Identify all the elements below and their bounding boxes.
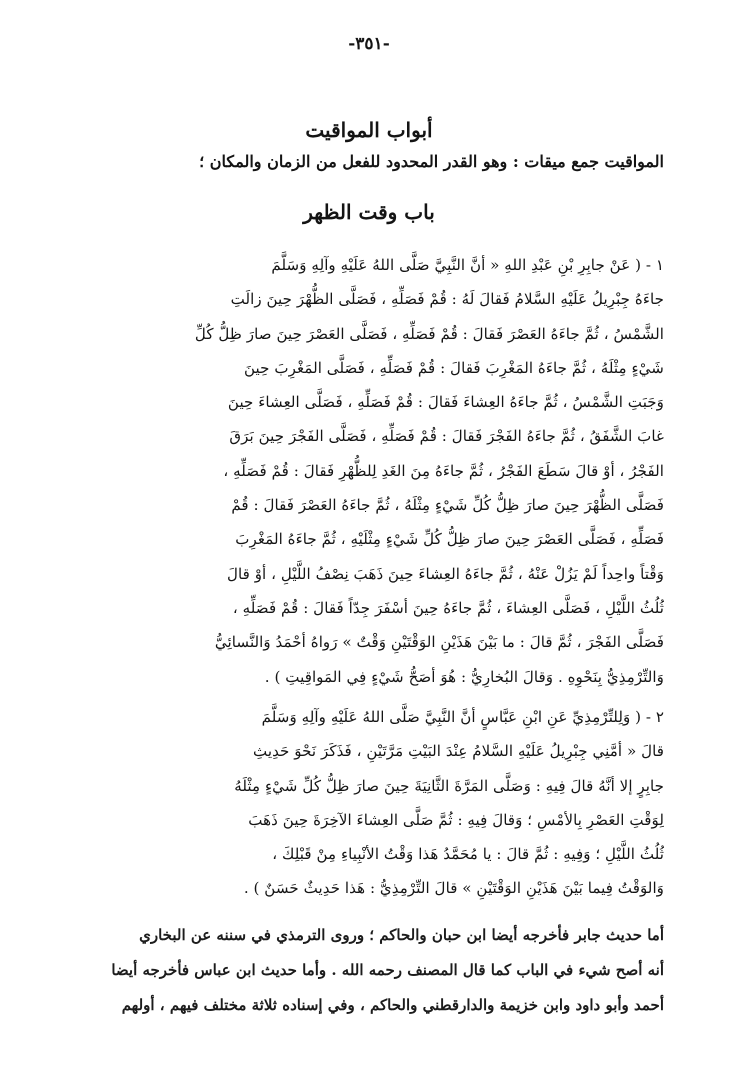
hadith-1-line: فَصَلَّى الظُّهْرَ حِينَ صارَ ظِلُّ كُلِّ شَيْءٍ مِثْلَهُ ، ثُمَّ جاءَهُ العَصْرَ فَقالَ : قُمْ (231, 496, 664, 515)
hadith-1-line: الشَّمْسُ ، ثُمَّ جاءَهُ العَصْرَ فَقالَ : قُمْ فَصَلِّهِ ، فَصَلَّى العَصْرَ حِينَ صارَ ظِلُّ كُلِّ (194, 324, 664, 343)
hadith-1-line: فَصَلِّهِ ، فَصَلَّى العَصْرَ حِينَ صارَ ظِلُّ كُلِّ شَيْءٍ مِثْلَيْهِ ، ثُمَّ جاءَهُ المَغْرِبَ (235, 530, 664, 549)
hadith-1 (98, 248, 664, 694)
hadith-2-line: لِوَقْتِ العَصْرِ بِالأمْسِ ؛ وَقالَ فِيهِ : ثُمَّ صَلَّى العِشاءَ الآخِرَةَ حِينَ ذَهَبَ (248, 810, 664, 829)
commentary-line: أما حديث جابر فأخرجه أيضا ابن حبان والحاكم ؛ وروى الترمذي في سننه عن البخاري (139, 926, 664, 944)
hadith-2-line: وَالوَقْتُ فِيما بَيْنَ هَذَيْنِ الوَقْتَيْنِ » قالَ التِّرْمِذِيُّ : هَذا حَدِيثٌ حَسَنٌ ) . (243, 879, 664, 898)
hadith-2 (98, 700, 664, 906)
hadith-1-line: جاءَهُ جِبْرِيلُ عَلَيْهِ السَّلامُ فَقالَ لَهُ : قُمْ فَصَلِّهِ ، فَصَلَّى الظُّهْرَ حِينَ زالَتِ (230, 290, 664, 309)
hadith-1-line: شَيْءٍ مِثْلَهُ ، ثُمَّ جاءَهُ المَغْرِبَ فَقالَ : قُمْ فَصَلِّهِ ، فَصَلَّى المَغْرِبَ حِينَ (243, 358, 664, 377)
hadith-1-line: ثُلُثُ اللَّيْلِ ، فَصَلَّى العِشاءَ ، ثُمَّ جاءَهُ حِينَ أسْفَرَ جِدّاً فَقالَ : قُمْ فَصَلِّهِ ، (232, 598, 664, 617)
page-number: -٣٥١- (348, 34, 390, 54)
definition-line: المواقيت جمع ميقات : وهو القدر المحدود للفعل من الزمان والمكان ؛ (199, 152, 664, 171)
chapter-title: أبواب المواقيت (305, 118, 433, 142)
hadith-2-line: جابِرٍ إلا أنَّهُ قالَ فِيهِ : وَصَلَّى المَرَّةَ الثَّانِيَةَ حِينَ صارَ ظِلُّ كُلِّ شَيْءٍ مِثْلَهُ (234, 776, 664, 795)
hadith-2-line: ٢ - ( وَلِلتِّرْمِذِيِّ عَنِ ابْنِ عَبَّاسٍ أنَّ النَّبِيَّ صَلَّى اللهُ عَلَيْهِ وآلِهِ وَسَلَّمَ (261, 708, 664, 726)
hadith-1-line: وَجَبَتِ الشَّمْسُ ، ثُمَّ جاءَهُ العِشاءَ فَقالَ : قُمْ فَصَلِّهِ ، فَصَلَّى العِشاءَ حِينَ (227, 393, 664, 412)
hadith-1-line: وَالتِّرْمِذِيُّ بِنَحْوِهِ . وَقالَ البُخارِيُّ : هُوَ أصَحُّ شَيْءٍ فِي المَواقِيتِ ) . (264, 667, 664, 686)
commentary-line: أنه أصح شيء في الباب كما قال المصنف رحمه الله . وأما حديث ابن عباس فأخرجه أيضا (111, 961, 664, 979)
hadith-1-line: غابَ الشَّفَقُ ، ثُمَّ جاءَهُ الفَجْرَ فَقالَ : قُمْ فَصَلِّهِ ، فَصَلَّى الفَجْرَ حِينَ بَرَقَ (229, 427, 664, 446)
hadith-1-line: الفَجْرُ ، أوْ قالَ سَطَعَ الفَجْرُ ، ثُمَّ جاءَهُ مِنَ الغَدِ لِلظُّهْرِ فَقالَ : قُمْ فَصَلِّهِ ، (223, 461, 664, 480)
hadith-1-line: ١ - ( عَنْ جابِرِ بْنِ عَبْدِ اللهِ « أنَّ النَّبِيَّ صَلَّى اللهُ عَلَيْهِ وآلِهِ وَسَلَّمَ (271, 256, 664, 274)
hadith-2-line: قالَ « أمَّنِي جِبْرِيلُ عَلَيْهِ السَّلامُ عِنْدَ البَيْتِ مَرَّتَيْنِ ، فَذَكَرَ نَحْوَ حَدِيثِ (252, 742, 664, 761)
commentary-line: أحمد وأبو داود وابن خزيمة والدارقطني والحاكم ، وفي إسناده ثلاثة مختلف فيهم ، أولهم (121, 996, 664, 1014)
hadith-1-line: وَقْتاً واحِداً لَمْ يَزُلْ عَنْهُ ، ثُمَّ جاءَهُ العِشاءَ حِينَ ذَهَبَ نِصْفُ اللَّيْلِ ، أوْ قالَ (226, 564, 664, 583)
hadith-1-line: فَصَلَّى الفَجْرَ ، ثُمَّ قالَ : ما بَيْنَ هَذَيْنِ الوَقْتَيْنِ وَقْتٌ » رَواهُ أحْمَدُ وَالنَّسائِيُّ (214, 633, 664, 652)
hadith-2-line: ثُلُثُ اللَّيْلِ ؛ وَفِيهِ : ثُمَّ قالَ : يا مُحَمَّدُ هَذا وَقْتُ الأنْبِياءِ مِنْ قَبْلِكَ ، (272, 845, 664, 864)
section-title: باب وقت الظهر (303, 200, 435, 224)
commentary (98, 918, 664, 1023)
